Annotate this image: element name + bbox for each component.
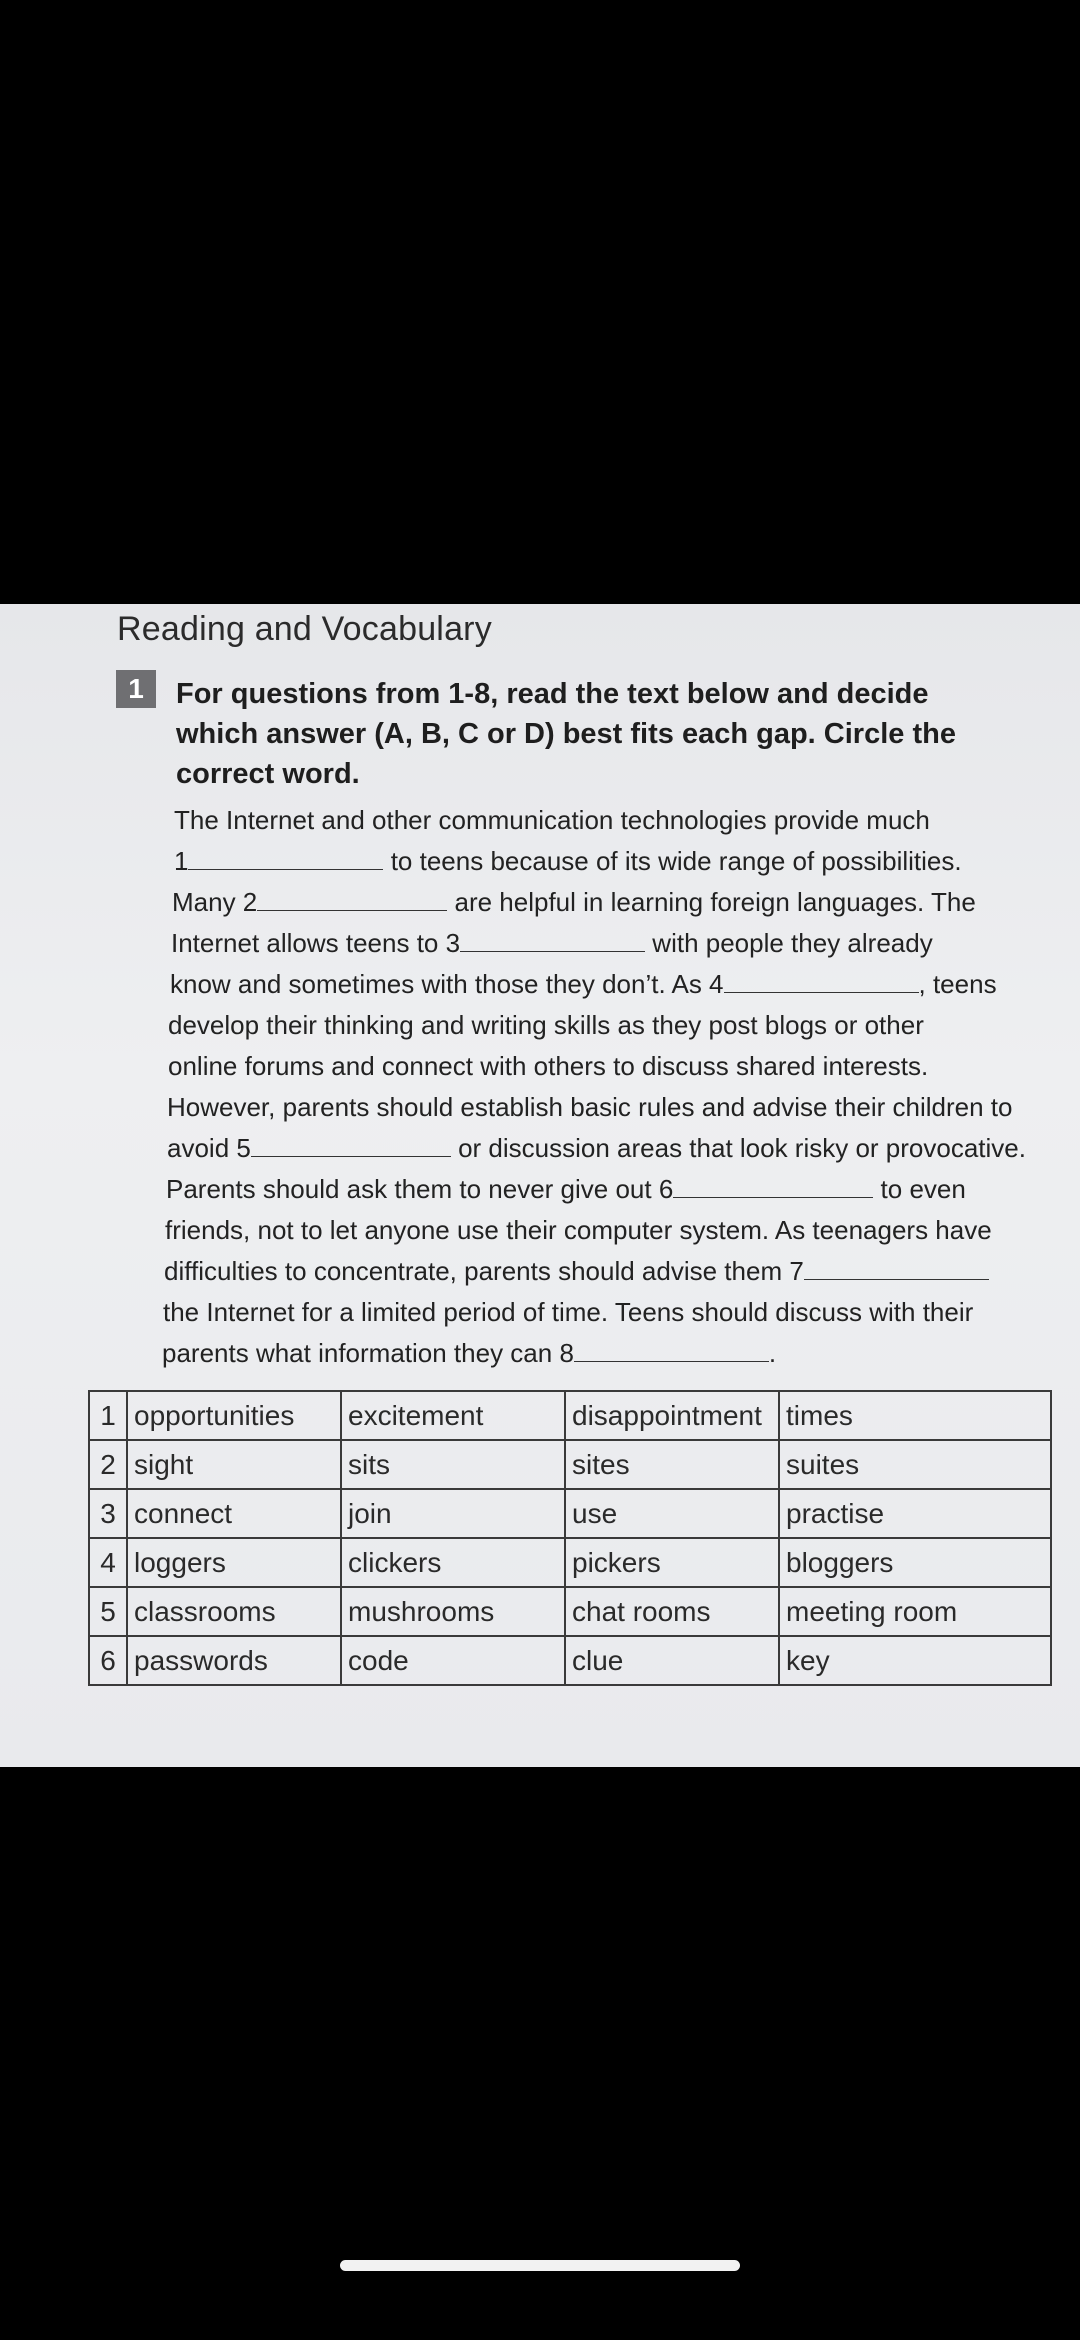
answer-options-table (88, 1390, 1052, 1686)
passage-line (174, 800, 1034, 841)
option-d[interactable]: meeting room (779, 1587, 1051, 1636)
option-a[interactable]: opportunities (127, 1391, 341, 1440)
row-number: 1 (89, 1391, 127, 1440)
passage-line (165, 1210, 1025, 1251)
instruction-line: which answer (A, B, C or D) best fits each gap. Circle the (176, 718, 956, 750)
passage-text: friends, not to let anyone use their computer system. As teenagers have (165, 1215, 992, 1245)
instruction-line: For questions from 1-8, read the text below and decide (176, 678, 929, 710)
option-d[interactable]: key (779, 1636, 1051, 1685)
option-a[interactable]: passwords (127, 1636, 341, 1685)
passage-text: know and sometimes with those they don’t. As 4 (170, 969, 724, 999)
passage-text: avoid 5 (167, 1133, 251, 1163)
row-number: 3 (89, 1489, 127, 1538)
passage-line (167, 1087, 1027, 1128)
option-d[interactable]: practise (779, 1489, 1051, 1538)
option-c[interactable]: pickers (565, 1538, 779, 1587)
table-row (89, 1636, 1051, 1685)
passage-line (163, 1292, 1023, 1333)
passage-text: Internet allows teens to 3 (171, 928, 461, 958)
passage-line (167, 1128, 1027, 1169)
home-indicator-bar[interactable] (340, 2260, 740, 2271)
table-row (89, 1538, 1051, 1587)
table-row (89, 1391, 1051, 1440)
gap-8-blank (574, 1335, 769, 1362)
option-d[interactable]: times (779, 1391, 1051, 1440)
option-c[interactable]: disappointment (565, 1391, 779, 1440)
passage-text: with people they already (652, 928, 933, 958)
gap-1-blank (188, 843, 383, 870)
passage-text: The Internet and other communication technologies provide much (174, 805, 930, 835)
option-b[interactable]: mushrooms (341, 1587, 565, 1636)
passage-text: online forums and connect with others to discuss shared interests. (168, 1051, 929, 1081)
option-a[interactable]: connect (127, 1489, 341, 1538)
reading-passage (162, 800, 1028, 1374)
option-d[interactable]: suites (779, 1440, 1051, 1489)
passage-line (164, 1251, 1024, 1292)
passage-text: . (768, 1338, 777, 1368)
option-c[interactable]: sites (565, 1440, 779, 1489)
row-number: 4 (89, 1538, 127, 1587)
instruction-line: correct word. (176, 758, 360, 790)
gap-4-blank (724, 966, 919, 993)
question-instructions (176, 674, 976, 794)
gap-2-blank (257, 884, 447, 911)
option-c[interactable]: clue (565, 1636, 779, 1685)
gap-5-blank (251, 1130, 451, 1157)
passage-line (168, 1046, 1028, 1087)
passage-line (172, 882, 1032, 923)
table-row (89, 1489, 1051, 1538)
passage-text: Many 2 (172, 887, 258, 917)
row-number: 5 (89, 1587, 127, 1636)
passage-line (174, 841, 1034, 882)
gap-7-blank (804, 1253, 989, 1280)
passage-text: to teens because of its wide range of possibilities. (390, 846, 962, 876)
passage-text: or discussion areas that look risky or provocative. (458, 1133, 1026, 1163)
option-b[interactable]: clickers (341, 1538, 565, 1587)
passage-text: , teens (918, 969, 997, 999)
passage-text: 1 (174, 846, 189, 876)
passage-text: Parents should ask them to never give out 6 (166, 1174, 674, 1204)
gap-3-blank (460, 925, 645, 952)
table-row (89, 1440, 1051, 1489)
passage-line (171, 923, 1031, 964)
passage-text: to even (880, 1174, 966, 1204)
option-a[interactable]: classrooms (127, 1587, 341, 1636)
question-number-badge: 1 (116, 670, 156, 708)
option-c[interactable]: chat rooms (565, 1587, 779, 1636)
row-number: 2 (89, 1440, 127, 1489)
table-row (89, 1587, 1051, 1636)
section-title: Reading and Vocabulary (117, 610, 492, 648)
row-number: 6 (89, 1636, 127, 1685)
option-c[interactable]: use (565, 1489, 779, 1538)
option-b[interactable]: code (341, 1636, 565, 1685)
option-d[interactable]: bloggers (779, 1538, 1051, 1587)
passage-line (162, 1333, 1022, 1374)
option-b[interactable]: excitement (341, 1391, 565, 1440)
passage-text: the Internet for a limited period of time. Teens should discuss with their (163, 1297, 974, 1327)
passage-text: are helpful in learning foreign languages. The (454, 887, 976, 917)
passage-line (170, 964, 1030, 1005)
passage-text: develop their thinking and writing skills as they post blogs or other (168, 1010, 924, 1040)
gap-6-blank (673, 1171, 873, 1198)
workbook-page (0, 604, 1080, 1767)
passage-line (166, 1169, 1026, 1210)
option-b[interactable]: sits (341, 1440, 565, 1489)
option-b[interactable]: join (341, 1489, 565, 1538)
option-a[interactable]: sight (127, 1440, 341, 1489)
option-a[interactable]: loggers (127, 1538, 341, 1587)
passage-text: difficulties to concentrate, parents should advise them 7 (164, 1256, 804, 1286)
passage-line (168, 1005, 1028, 1046)
passage-text: parents what information they can 8 (162, 1338, 574, 1368)
passage-text: However, parents should establish basic rules and advise their children to (167, 1092, 1013, 1122)
